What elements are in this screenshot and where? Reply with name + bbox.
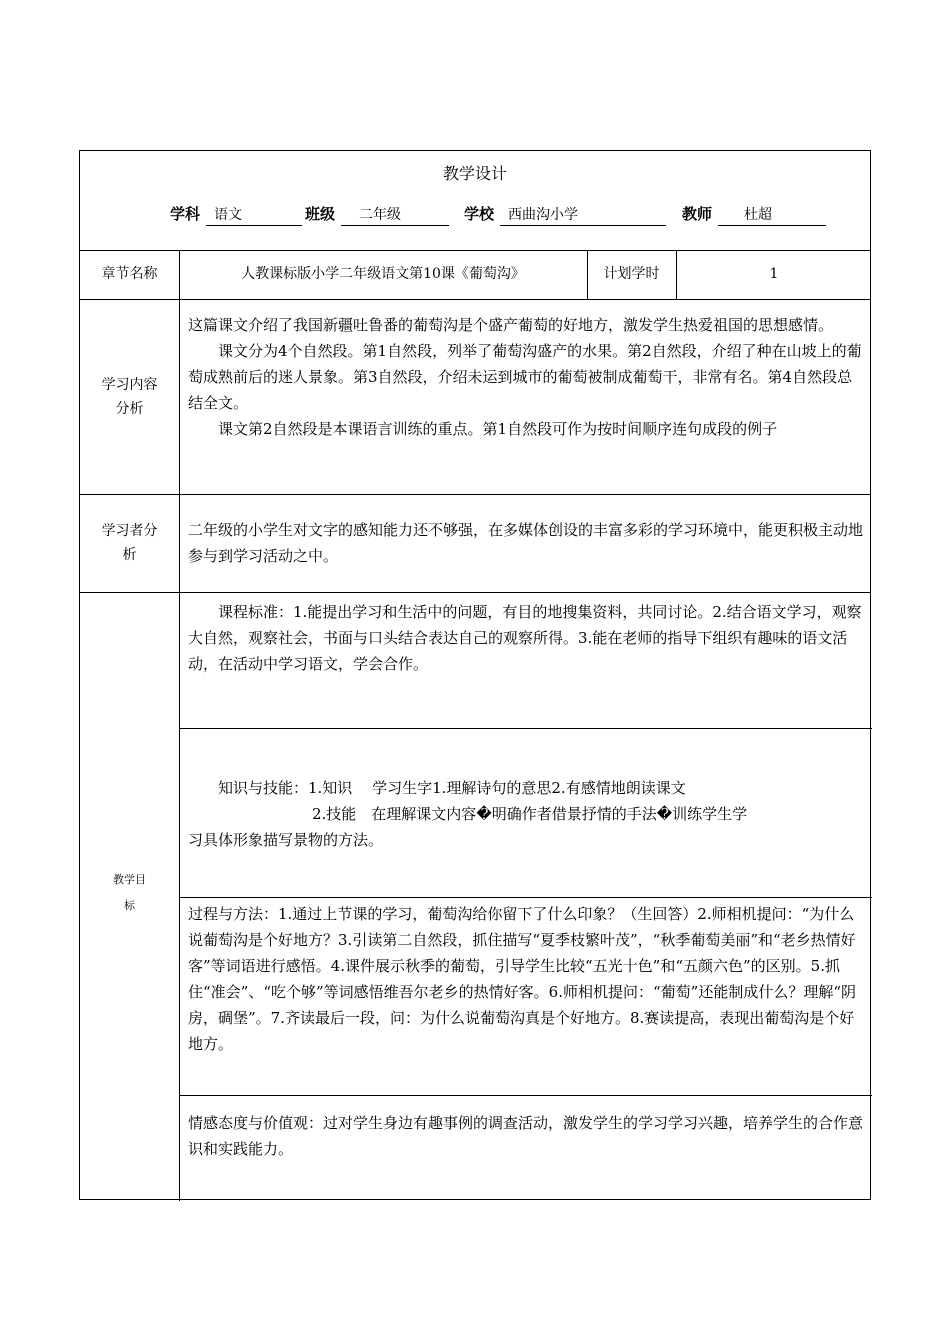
row-divider [179, 728, 872, 729]
chapter-value: 人教课标版小学二年级语文第10课《葡萄沟》 [241, 266, 525, 282]
teacher-label: 教师 [682, 205, 713, 223]
teacher-value: 杜超 [718, 204, 826, 226]
teacher-field [682, 203, 826, 226]
objectives-label-line2: 标 [124, 899, 135, 912]
content-analysis-label-line2: 分析 [115, 401, 144, 417]
school-value: 西曲沟小学 [500, 204, 666, 226]
subject-value: 语文 [206, 204, 302, 226]
knowledge-skills-text [188, 775, 864, 853]
subject-field [170, 203, 302, 226]
skills-line-continued: 习具体形象描写景物的方法。 [188, 831, 384, 849]
skills-line: 2.技能 在理解课文内容�明确作者借景抒情的手法�训练学生学 [312, 805, 748, 823]
objectives-label [80, 867, 179, 919]
planned-hours-label: 计划学时 [603, 266, 660, 282]
school-field [464, 203, 666, 226]
row-divider [179, 1095, 872, 1096]
content-analysis-text [188, 312, 864, 442]
row-divider [179, 897, 872, 898]
learner-analysis-label [80, 519, 179, 567]
chapter-label: 章节名称 [101, 266, 158, 282]
row-divider [80, 299, 870, 300]
content-analysis-paragraph: 课文分为4个自然段。第1自然段，列举了葡萄沟盛产的水果。第2自然段，介绍了种在山坡上的葡萄成熟前后的迷人景象。第3自然段，介绍未运到城市的葡萄被制成葡萄干，非常有名。第4自然段总结全文。 [188, 342, 862, 412]
row-divider [80, 250, 870, 251]
content-analysis-paragraph: 这篇课文介绍了我国新疆吐鲁番的葡萄沟是个盛产葡萄的好地方，激发学生热爱祖国的思想感情。 [188, 316, 834, 334]
column-divider [179, 250, 180, 1201]
learner-analysis-label-line2: 析 [122, 547, 137, 563]
content-analysis-label [80, 373, 179, 421]
page-title: 教学设计 [442, 164, 507, 183]
grade-label: 班级 [305, 205, 336, 223]
school-label: 学校 [464, 205, 495, 223]
content-analysis-label-line1: 学习内容 [101, 377, 158, 393]
grade-value: 二年级 [341, 204, 449, 226]
subject-label: 学科 [170, 205, 201, 223]
grade-field [305, 203, 449, 226]
curriculum-standard-paragraph: 课程标准：1.能提出学习和生活中的问题，有目的地搜集资料，共同讨论。2.结合语文学习，观察大自然，观察社会，书面与口头结合表达自己的观察所得。3.能在老师的指导下组织有趣味的语文活动，在活动中学习语文，学会合作。 [188, 603, 862, 673]
lesson-plan-table [79, 150, 871, 1200]
knowledge-line: 知识与技能：1.知识 学习生字1.理解诗句的意思2.有感情地朗读课文 [218, 779, 686, 797]
learner-analysis-label-line1: 学习者分 [101, 523, 158, 539]
row-divider [80, 592, 870, 593]
content-analysis-paragraph: 课文第2自然段是本课语言训练的重点。第1自然段可作为按时间顺序连句成段的例子 [218, 420, 778, 438]
learner-analysis-text: 二年级的小学生对文字的感知能力还不够强，在多媒体创设的丰富多彩的学习环境中，能更积极主动地参与到学习活动之中。 [188, 521, 864, 565]
planned-hours-value: 1 [769, 266, 779, 282]
row-divider [80, 494, 870, 495]
objectives-label-line1: 教学目 [113, 873, 146, 886]
curriculum-standard-text [188, 599, 864, 677]
emotion-values-text: 情感态度与价值观：过对学生身边有趣事例的调查活动，激发学生的学习学习兴趣，培养学生的合作意识和实践能力。 [188, 1114, 864, 1158]
process-methods-text: 过程与方法：1.通过上节课的学习，葡萄沟给你留下了什么印象？（生回答）2.师相机提问：“为什么说葡萄沟是个好地方？3.引读第二自然段，抓住描写“夏季枝繁叶茂”，“秋季葡萄美丽”和“老乡热情好客”等词语进行感悟。4.课件展示秋季的葡萄，引导学生比较“五光十色”和“五颜六色”的区别。5.抓住“准会”、“吃个够”等词感悟维吾尔老乡的热情好客。6.师相机提问：“葡萄”还能制成什么？理解“阴房，碉堡”。7.齐读最后一段，问：为什么说葡萄沟真是个好地方。8.赛读提高，表现出葡萄沟是个好地方。 [188, 905, 856, 1053]
